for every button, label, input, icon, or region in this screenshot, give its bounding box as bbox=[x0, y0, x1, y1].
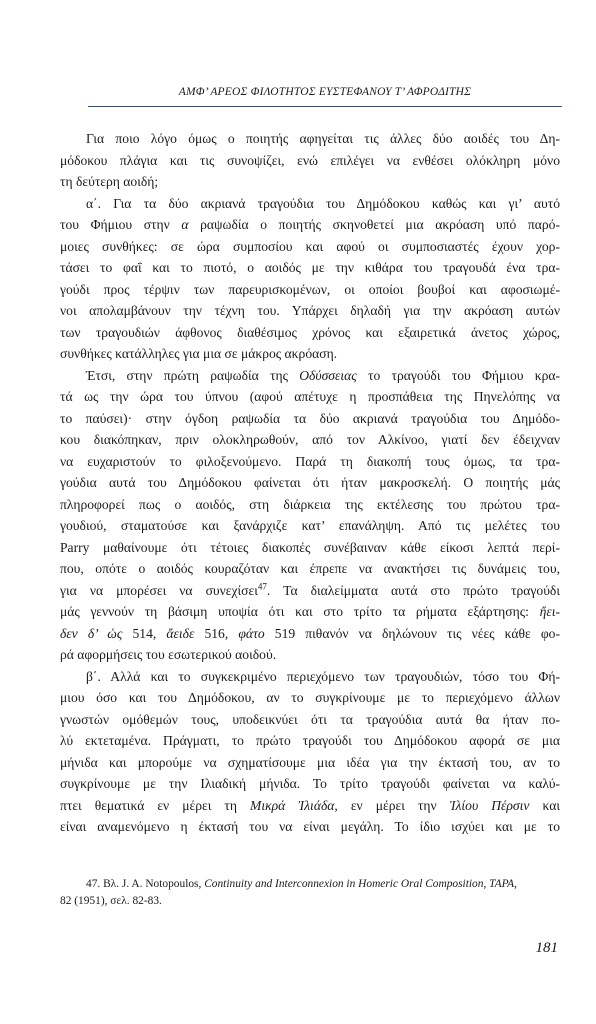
text-run: , bbox=[483, 878, 490, 890]
paragraph-2-line-3: μοιες συνθήκες: σε ώρα συμποσίου και αφού οι συμποσιαστές έχουν χορ- bbox=[60, 238, 560, 254]
paragraph-3-line-9: Parry μαθαίνουμε ότι τέτοιες διακοπές συνέβαιναν κάθε είκοσι λεπτά περί- bbox=[60, 539, 560, 555]
italic-text-run: α bbox=[181, 217, 189, 232]
paragraph-1-line-3: τη δεύτερη αοιδή; bbox=[60, 174, 159, 189]
footnote-line-1 bbox=[60, 876, 560, 893]
paragraph-3-line-4: κου διακόπηκαν, πριν ολοκληρωθούν, από τον Αλκίνοο, γιατί δεν έδειχναν bbox=[60, 432, 560, 447]
italic-text-run: φάτο bbox=[238, 625, 265, 641]
paragraph-3-line-5: να ευχαριστούν το φιλοξενούμενο. Παρά τη διακοπή τους όμως, τα τρα- bbox=[60, 453, 560, 469]
text-run: Έτσι, στην πρώτη ραψωδία της bbox=[86, 367, 300, 383]
text-run: και bbox=[529, 797, 560, 813]
italic-text-run: ἄειδε bbox=[166, 625, 195, 641]
text-run: του Φήμιου στην bbox=[60, 217, 182, 232]
paragraph-2-line-2 bbox=[60, 214, 560, 236]
italic-text-run: Continuity and Interconnexion in Homeric Oral Composition bbox=[204, 878, 484, 890]
text-run: , εν μέρει την bbox=[334, 797, 450, 813]
footnote-ref-47[interactable]: 47 bbox=[257, 580, 267, 591]
text-run: 514, bbox=[122, 625, 167, 641]
paragraph-1-line-1: Για ποιο λόγο όμως ο ποιητής αφηγείται τις άλλες δύο αοιδές του Δη- bbox=[86, 131, 560, 146]
paragraph-4-line-4: λύ εκτεταμένα. Πράγματι, το πρώτο τραγούδι του Δημόδοκου αφορά σε μια bbox=[60, 733, 560, 748]
page-number: 181 bbox=[535, 940, 558, 956]
paragraph-4-line-2: μιου όσο και του Δημόδοκου, αν το συγκρίνουμε με το περιεχόμενο άλλων bbox=[60, 690, 560, 705]
header-rule bbox=[88, 106, 562, 107]
text-run: το τραγούδι του Φήμιου κρα- bbox=[356, 367, 560, 383]
italic-text-run: Μικρά Ἰλιάδα bbox=[250, 797, 335, 813]
footnote-line-2: 82 (1951), σελ. 82-83. bbox=[60, 895, 162, 907]
paragraph-3-line-10: που, οπότε ο αοιδός κουραζόταν και έπρεπε να ανακτήσει τις δυνάμεις του, bbox=[60, 561, 560, 576]
paragraph-2-line-8: συνθήκες κατάλληλες για μια σε μάκρος ακρόαση. bbox=[60, 346, 338, 361]
paragraph-2-line-4: τάσει το φαΐ και το πιοτό, ο αοιδός με την κιθάρα του τραγουδά ένα τρα- bbox=[60, 260, 560, 275]
paragraph-3-line-11 bbox=[60, 580, 560, 602]
text-run: 519 πιθανόν να δηλώνουν τις νέες κάθε φο- bbox=[264, 625, 560, 641]
paragraph-3-line-1 bbox=[60, 365, 560, 387]
paragraph-1-line-2: μόδοκου πλάγια και τις συνοψίζει, ενώ επιλέγει να ενθέσει ολόκληρη μόνο bbox=[60, 152, 560, 168]
text-run: . Τα διαλείμματα αυτά στο πρώτο τραγούδι bbox=[266, 582, 560, 598]
main-text bbox=[60, 128, 560, 838]
paragraph-4-line-1: β΄. Αλλά και το συγκεκριμένο περιεχόμενο των τραγουδιών, τόσο του Φή- bbox=[86, 668, 560, 684]
paragraph-3-line-3: το παύσει)· στην όγδοη ραψωδία τα δύο ακριανά τραγούδια του Δημόδο- bbox=[60, 410, 560, 426]
text-run: μάς γεννούν τη βάσιμη υποψία ότι και στο τρίτο τα ρήματα εξάρτησης: bbox=[60, 604, 540, 619]
paragraph-3-line-2: τά ως την ώρα του ύπνου (αφού απέτυχε η προσπάθεια της Πηνελόπης να bbox=[60, 389, 560, 404]
running-header: ΑΜΦ’ ΑΡΕΟΣ ΦΙΛΟΤΗΤΟΣ ΕΥΣΤΕΦΑΝΟΥ Τ’ ΑΦΡΟΔΙΤΗΣ bbox=[178, 86, 472, 98]
paragraph-2-line-6: νοι απολαμβάνουν την τέχνη του. Υπάρχει δηλαδή για την ακρόαση αυτών bbox=[60, 303, 560, 318]
paragraph-2-line-5: γούδι προς τέρψιν των παρευρισκομένων, οι οποίοι βουβοί και αφοσιωμέ- bbox=[60, 281, 560, 297]
italic-text-run: Οδύσσειας bbox=[299, 367, 357, 383]
text-run: 47. Βλ. J. A. Notopoulos, bbox=[86, 878, 205, 890]
italic-text-run: TAPA bbox=[489, 878, 515, 890]
paragraph-3-line-13 bbox=[60, 623, 560, 645]
italic-text-run: Ἰλίου Πέρσιν bbox=[449, 797, 530, 813]
paragraph-3-line-7: πληροφορεί πως ο αοιδός, στη διάρκεια της εκτέλεσης του πρώτου τρα- bbox=[60, 496, 560, 512]
paragraph-2-line-7: των τραγουδιών άφθονος διαθέσιμος χρόνος και εξαιρετικά άνετος χώρος, bbox=[60, 324, 560, 340]
text-run: 516, bbox=[194, 625, 239, 641]
paragraph-3-line-12 bbox=[60, 601, 560, 623]
text-run: ραψωδία ο ποιητής σκηνοθετεί μια ακρόαση υπό παρό- bbox=[188, 217, 560, 232]
italic-text-run: ἤει- bbox=[539, 604, 560, 619]
text-run: , bbox=[514, 878, 517, 890]
paragraph-3-line-14: ρά αφορμήσεις του εσωτερικού αοιδού. bbox=[60, 647, 277, 662]
text-run: πτει θεματικά εν μέρει τη bbox=[60, 797, 250, 813]
text-run: για να μπορέσει να συνεχίσει bbox=[60, 582, 258, 598]
footnote-47 bbox=[60, 876, 560, 910]
paragraph-4-line-6: συγκρίνουμε με την Ιλιαδική μήνιδα. Το τρίτο τραγούδι φαίνεται να καλύ- bbox=[60, 776, 560, 791]
paragraph-4-line-8: είναι αναμενόμενο η έκτασή του να είναι μεγάλη. Το ίδιο ισχύει και με το bbox=[60, 819, 560, 834]
paragraph-4-line-7 bbox=[60, 795, 560, 817]
paragraph-4-line-3: γνωστών ομόθεμών τους, υποδεικνύει ότι τα τραγούδια αυτά θα ήταν πο- bbox=[60, 711, 560, 727]
paragraph-4-line-5: μήνιδα και μπορούμε να σχηματίσουμε μια ιδέα για την έκτασή του, αν το bbox=[60, 754, 560, 770]
italic-text-run: δεν δ’ ὡς bbox=[60, 625, 123, 641]
paragraph-2-line-1: α΄. Για τα δύο ακριανά τραγούδια του Δημόδοκου καθώς και γι’ αυτό bbox=[86, 195, 560, 211]
paragraph-3-line-6: γούδια αυτά του Δημόδοκου φαίνεται ότι ήταν μακροσκελή. Ο ποιητής μάς bbox=[60, 475, 560, 490]
paragraph-3-line-8: γουδιού, σταματούσε και ξανάρχιζε κατ’ επανάληψη. Από τις μελέτες του bbox=[60, 518, 560, 533]
